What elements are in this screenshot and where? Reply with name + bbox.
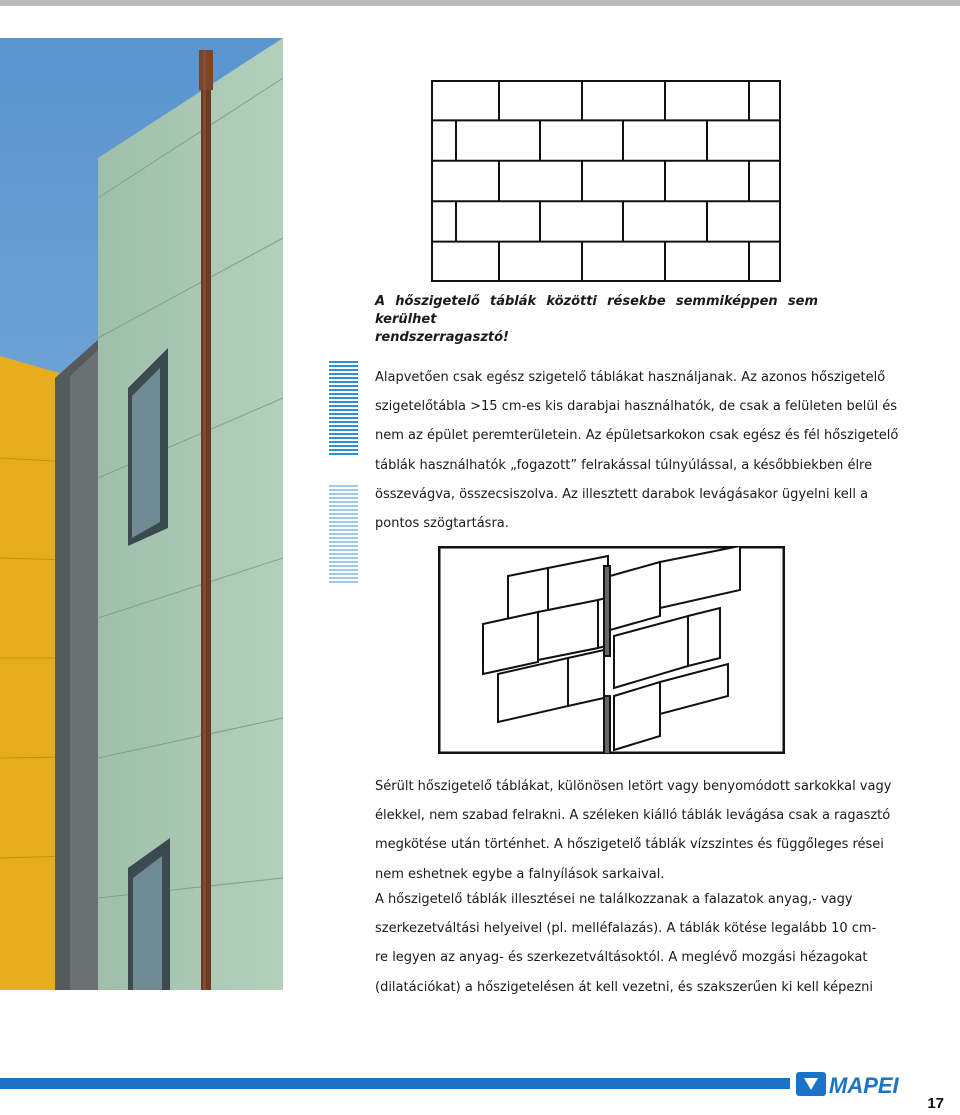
paragraph-insulation-boards (375, 363, 899, 538)
logo-text: MAPEI (829, 1073, 899, 1098)
text-line: szerkezetváltási helyeivel (pl. melléfalazás). A táblák kötése legalább 10 cm- (375, 921, 877, 937)
text-line: Sérült hőszigetelő táblákat, különösen letört vagy benyomódott sarkokkal vagy (375, 779, 892, 794)
building-facade-photo (0, 38, 283, 990)
text-line: A hőszigetelő táblák illesztései ne találkozzanak a falazatok anyag,- vagy (375, 892, 853, 907)
text-line: élekkel, nem szabad felrakni. A széleken kiálló táblák levágása csak a ragasztó (375, 808, 891, 824)
paragraph-joints (375, 885, 877, 1002)
text-line: (dilatációkat) a hőszigetelésen át kell vezetni, és szakszerűen ki kell képezni (375, 979, 874, 995)
top-gray-bar (0, 0, 960, 6)
blue-marker-bottom (329, 485, 358, 585)
caption-line-1: A hőszigetelő táblák közötti résekbe semmiképpen sem kerülhet (375, 294, 818, 327)
text-line: szigetelőtábla >15 cm-es kis darabjai használhatók, de csak a felületen belül és (375, 399, 898, 415)
text-line: Alapvetően csak egész szigetelő táblákat használjanak. Az azonos hőszigetelő (375, 370, 886, 385)
footer-blue-bar (0, 1078, 790, 1089)
brick-outline (432, 81, 780, 281)
text-line: megkötése után történhet. A hőszigetelő táblák vízszintes és függőleges rései (375, 837, 884, 853)
mapei-logo (796, 1070, 908, 1098)
text-line: pontos szögtartásra. (375, 516, 509, 532)
text-line: összevágva, összecsiszolva. Az illesztett darabok levágásakor ügyelni kell a (375, 486, 869, 502)
text-line: táblák használhatók „fogazott” felrakással túlnyúlással, a későbbiekben élre (375, 457, 873, 473)
warning-caption (375, 293, 818, 347)
brick-bond-diagram (431, 80, 781, 282)
paragraph-damaged-boards (375, 772, 892, 889)
building-corner-diagram (438, 546, 785, 754)
caption-line-2: rendszerragasztó! (375, 330, 509, 345)
text-line: nem eshetnek egybe a falnyílások sarkaival. (375, 866, 665, 882)
page-number: 17 (927, 1095, 944, 1112)
blue-marker-top (329, 361, 358, 457)
text-line: nem az épület peremterületein. Az épületsarkokon csak egész és fél hőszigetelő (375, 428, 899, 444)
text-line: re legyen az anyag- és szerkezetváltásoktól. A meglévő mozgási hézagokat (375, 950, 868, 966)
